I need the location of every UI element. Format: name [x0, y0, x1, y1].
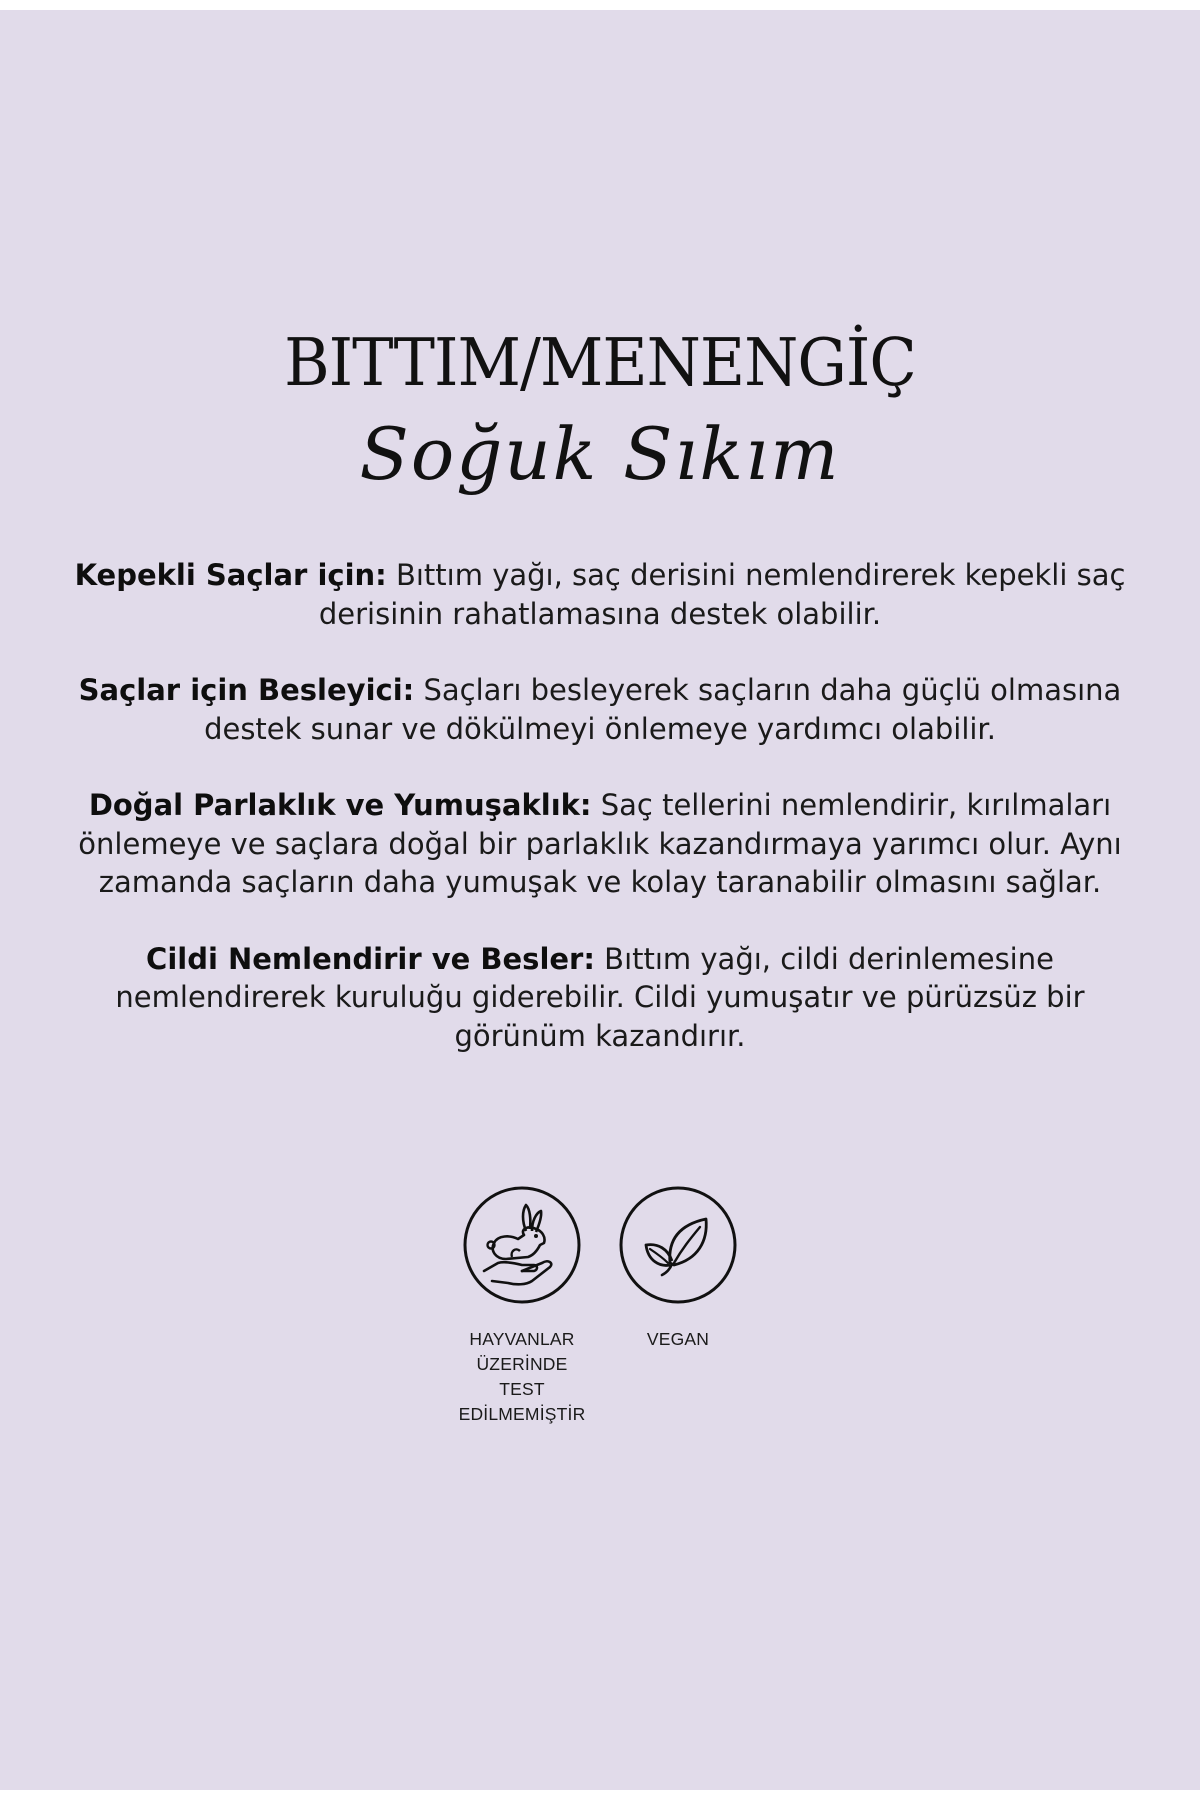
benefit-heading: Cildi Nemlendirir ve Besler:	[146, 941, 595, 976]
product-subtitle: Soğuk Sıkım	[359, 412, 841, 496]
benefit-heading: Kepekli Saçlar için:	[74, 558, 387, 592]
benefit-dandruff	[60, 556, 1140, 633]
benefit-text: Bıttım yağı, cildi derinlemesine nemlendirerek kuruluğu giderebilir. Cildi yumuşatır ve pürüzsüz bir görünüm kazandırır.	[115, 941, 1085, 1053]
leaf-icon	[618, 1185, 738, 1305]
benefit-text: Bıttım yağı, saç derisini nemlendirerek kepekli saç derisinin rahatlamasına destek olabilir.	[318, 558, 1126, 631]
badge-label: VEGAN	[646, 1329, 710, 1349]
badge-vegan	[616, 1185, 740, 1427]
benefit-text: Saç tellerini nemlendirir, kırılmaları önlemeye ve saçlara doğal bir parlaklık kazandırmaya yarımcı olur. Aynı zamanda saçların daha yumuşak ve kolay taranabilir olmasını sağlar.	[78, 788, 1122, 899]
benefit-text: Saçları besleyerek saçların daha güçlü olmasına destek sunar ve dökülmeyi önlemeye yardımcı olabilir.	[204, 673, 1122, 746]
benefit-nourishing	[60, 671, 1140, 748]
benefits-list	[60, 556, 1140, 1093]
badge-cruelty-free	[460, 1185, 584, 1427]
benefit-heading: Doğal Parlaklık ve Yumuşaklık:	[88, 788, 592, 822]
product-title: BITTIM/MENENGİÇ	[284, 324, 916, 401]
benefit-shine-softness	[60, 786, 1140, 902]
benefit-skin	[60, 940, 1140, 1056]
certification-badges	[0, 1185, 1200, 1427]
rabbit-hand-icon	[462, 1185, 582, 1305]
badge-label: HAYVANLAR ÜZERİNDE TEST EDİLMEMİŞTİR	[458, 1329, 586, 1424]
benefit-heading: Saçlar için Besleyici:	[78, 673, 415, 707]
